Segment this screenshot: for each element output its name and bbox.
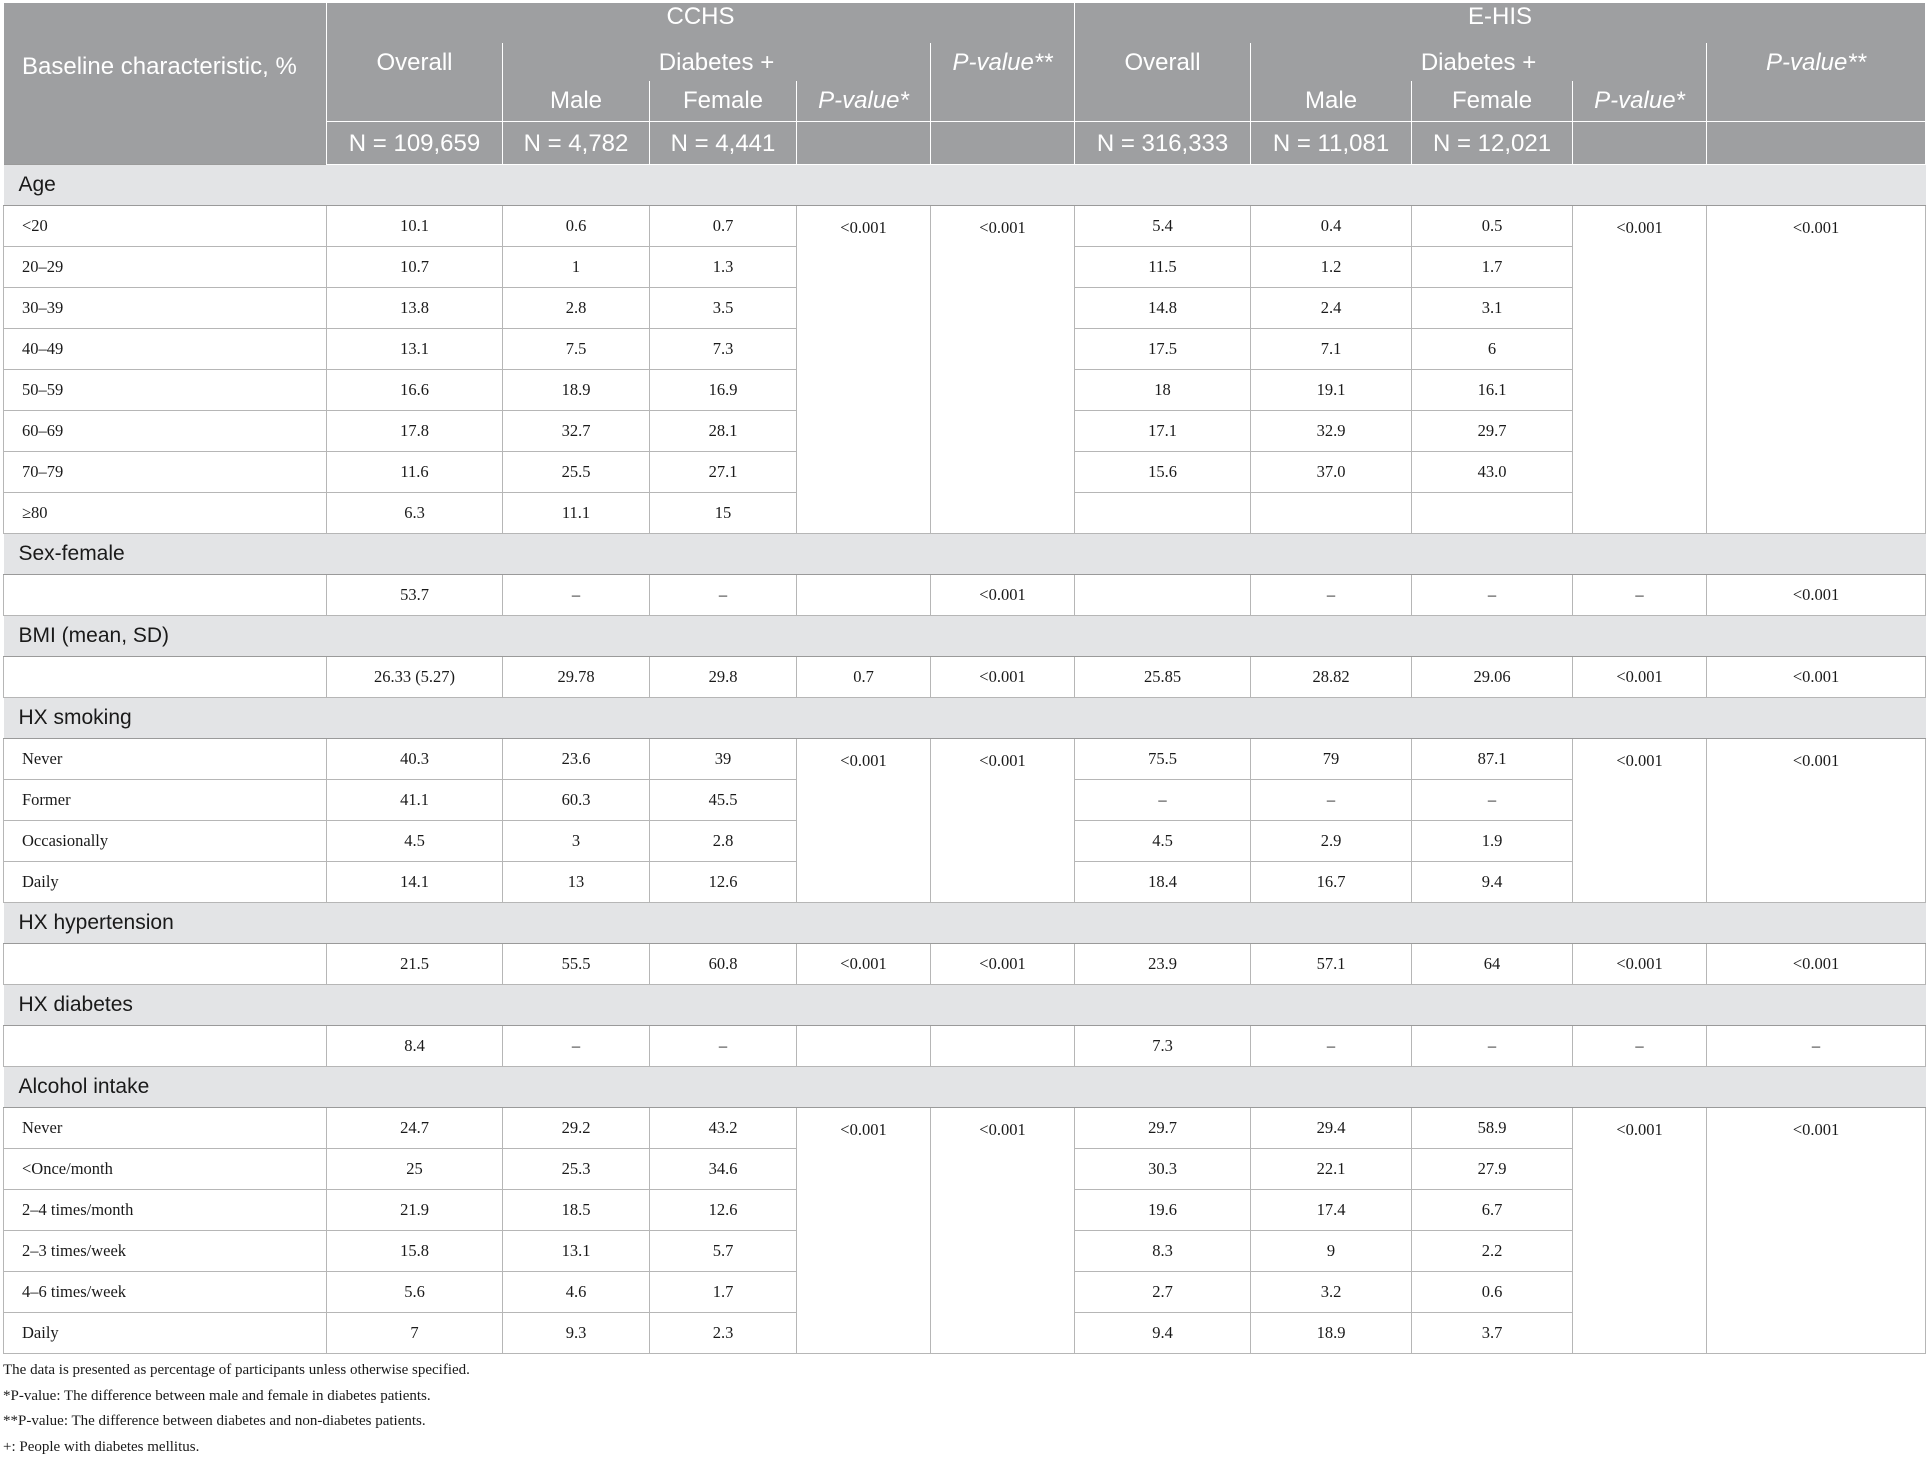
cell-cchs-overall: 4.5 <box>327 821 503 862</box>
row-label: <Once/month <box>4 1149 327 1190</box>
cell-cchs-overall: 40.3 <box>327 739 503 780</box>
cell-cchs-overall: 10.1 <box>327 206 503 247</box>
section-title: BMI (mean, SD) <box>4 616 1926 657</box>
cell-ehis-female: 87.1 <box>1412 739 1573 780</box>
row-label: 60–69 <box>4 411 327 452</box>
cell-ehis-overall: 18 <box>1075 370 1251 411</box>
cell-ehis-overall: 15.6 <box>1075 452 1251 493</box>
cell-ehis-pvalue-dstar: <0.001 <box>1707 206 1926 534</box>
section-row <box>4 1067 1926 1108</box>
row-label: 2–4 times/month <box>4 1190 327 1231</box>
cell-ehis-overall <box>1075 575 1251 616</box>
table-header <box>4 3 1926 165</box>
cell-ehis-male: 2.9 <box>1251 821 1412 862</box>
cell-ehis-pvalue-star: <0.001 <box>1573 206 1707 534</box>
row-label: Occasionally <box>4 821 327 862</box>
cell-cchs-overall: 7 <box>327 1313 503 1354</box>
cell-ehis-male: – <box>1251 1026 1412 1067</box>
cell-ehis-pvalue-dstar: <0.001 <box>1707 1108 1926 1354</box>
cell-ehis-female: 3.7 <box>1412 1313 1573 1354</box>
cell-cchs-pvalue-star <box>797 575 931 616</box>
cell-ehis-female: 0.5 <box>1412 206 1573 247</box>
cell-ehis-female: 2.2 <box>1412 1231 1573 1272</box>
cell-ehis-overall: 29.7 <box>1075 1108 1251 1149</box>
row-label: 2–3 times/week <box>4 1231 327 1272</box>
cell-ehis-female: 6 <box>1412 329 1573 370</box>
table-row <box>4 206 1926 247</box>
cell-ehis-female <box>1412 493 1573 534</box>
cell-ehis-pvalue-dstar: <0.001 <box>1707 657 1926 698</box>
cell-cchs-male: – <box>503 1026 650 1067</box>
cell-ehis-female: 58.9 <box>1412 1108 1573 1149</box>
cell-cchs-overall: 6.3 <box>327 493 503 534</box>
cell-cchs-female: 45.5 <box>650 780 797 821</box>
cell-ehis-male: 57.1 <box>1251 944 1412 985</box>
table-row <box>4 739 1926 780</box>
cell-cchs-female: 15 <box>650 493 797 534</box>
cell-cchs-male: 32.7 <box>503 411 650 452</box>
cell-ehis-pvalue-star: <0.001 <box>1573 944 1707 985</box>
cell-ehis-female: 43.0 <box>1412 452 1573 493</box>
cell-ehis-male: 37.0 <box>1251 452 1412 493</box>
table-body <box>4 165 1926 1354</box>
header-ehis-diabetes: Diabetes + <box>1251 43 1707 81</box>
header-ehis-overall: Overall <box>1075 43 1251 122</box>
section-title: Sex-female <box>4 534 1926 575</box>
cell-cchs-overall: 53.7 <box>327 575 503 616</box>
cell-ehis-overall: 7.3 <box>1075 1026 1251 1067</box>
header-cchs-pvalue-dstar: P-value** <box>931 43 1075 122</box>
cell-cchs-male: 29.78 <box>503 657 650 698</box>
row-label: 50–59 <box>4 370 327 411</box>
cell-ehis-female: 1.7 <box>1412 247 1573 288</box>
cell-ehis-male: 18.9 <box>1251 1313 1412 1354</box>
cell-ehis-pvalue-dstar: <0.001 <box>1707 739 1926 903</box>
cell-ehis-male: 28.82 <box>1251 657 1412 698</box>
table-container <box>3 3 1925 1460</box>
cell-ehis-male: 32.9 <box>1251 411 1412 452</box>
header-ehis-pvalue-dstar: P-value** <box>1707 43 1926 122</box>
cell-cchs-overall: 26.33 (5.27) <box>327 657 503 698</box>
cell-cchs-pvalue-star: <0.001 <box>797 944 931 985</box>
cell-ehis-female: 6.7 <box>1412 1190 1573 1231</box>
section-title: HX hypertension <box>4 903 1926 944</box>
cell-cchs-female: 27.1 <box>650 452 797 493</box>
cell-ehis-female: 16.1 <box>1412 370 1573 411</box>
cell-ehis-female: 29.06 <box>1412 657 1573 698</box>
header-cchs: CCHS <box>327 3 1075 43</box>
cell-cchs-female: 16.9 <box>650 370 797 411</box>
row-label: Daily <box>4 862 327 903</box>
cell-ehis-male: 9 <box>1251 1231 1412 1272</box>
cell-ehis-male: 3.2 <box>1251 1272 1412 1313</box>
cell-cchs-female: 3.5 <box>650 288 797 329</box>
row-label: <20 <box>4 206 327 247</box>
cell-ehis-female: 27.9 <box>1412 1149 1573 1190</box>
cell-cchs-female: 12.6 <box>650 1190 797 1231</box>
cell-cchs-pvalue-dstar: <0.001 <box>931 657 1075 698</box>
cell-cchs-pvalue-dstar <box>931 1026 1075 1067</box>
header-cchs-female: Female <box>650 81 797 122</box>
cell-cchs-overall: 41.1 <box>327 780 503 821</box>
row-label: Never <box>4 739 327 780</box>
cell-cchs-overall: 14.1 <box>327 862 503 903</box>
cell-cchs-pvalue-star: 0.7 <box>797 657 931 698</box>
cell-cchs-pvalue-dstar: <0.001 <box>931 206 1075 534</box>
header-ehis: E-HIS <box>1075 3 1926 43</box>
header-cchs-diabetes: Diabetes + <box>503 43 931 81</box>
cell-cchs-male: 11.1 <box>503 493 650 534</box>
cell-ehis-female: – <box>1412 575 1573 616</box>
cell-ehis-male: – <box>1251 575 1412 616</box>
cell-ehis-male: 1.2 <box>1251 247 1412 288</box>
cell-cchs-female: – <box>650 1026 797 1067</box>
row-label: Never <box>4 1108 327 1149</box>
cell-ehis-male: 2.4 <box>1251 288 1412 329</box>
row-label: 4–6 times/week <box>4 1272 327 1313</box>
row-label <box>4 944 327 985</box>
header-cchs-n-blank-1 <box>797 122 931 165</box>
cell-ehis-pvalue-star: – <box>1573 575 1707 616</box>
cell-cchs-male: 55.5 <box>503 944 650 985</box>
row-label: 70–79 <box>4 452 327 493</box>
header-ehis-pvalue-star: P-value* <box>1573 81 1707 122</box>
cell-cchs-female: 60.8 <box>650 944 797 985</box>
cell-ehis-overall: 14.8 <box>1075 288 1251 329</box>
cell-cchs-overall: 17.8 <box>327 411 503 452</box>
cell-cchs-female: 34.6 <box>650 1149 797 1190</box>
cell-cchs-overall: 13.8 <box>327 288 503 329</box>
cell-ehis-female: 0.6 <box>1412 1272 1573 1313</box>
cell-cchs-female: 7.3 <box>650 329 797 370</box>
cell-cchs-female: 1.3 <box>650 247 797 288</box>
cell-ehis-overall: 18.4 <box>1075 862 1251 903</box>
cell-ehis-overall: 17.5 <box>1075 329 1251 370</box>
cell-ehis-overall: 4.5 <box>1075 821 1251 862</box>
cell-cchs-male: 0.6 <box>503 206 650 247</box>
cell-ehis-male: 29.4 <box>1251 1108 1412 1149</box>
cell-cchs-male: 2.8 <box>503 288 650 329</box>
cell-ehis-pvalue-star: <0.001 <box>1573 739 1707 903</box>
section-row <box>4 985 1926 1026</box>
cell-cchs-male: 7.5 <box>503 329 650 370</box>
cell-cchs-pvalue-dstar: <0.001 <box>931 1108 1075 1354</box>
header-cchs-n-overall: N = 109,659 <box>327 122 503 165</box>
cell-cchs-male: – <box>503 575 650 616</box>
cell-cchs-male: 1 <box>503 247 650 288</box>
footnote-pvalue-dstar: **P-value: The difference between diabetes and non-diabetes patients. <box>3 1413 426 1429</box>
cell-ehis-male: 22.1 <box>1251 1149 1412 1190</box>
cell-cchs-overall: 16.6 <box>327 370 503 411</box>
cell-ehis-pvalue-star: <0.001 <box>1573 657 1707 698</box>
header-cchs-n-female: N = 4,441 <box>650 122 797 165</box>
cell-ehis-overall: 17.1 <box>1075 411 1251 452</box>
footnote-pvalue-star: *P-value: The difference between male and female in diabetes patients. <box>3 1387 431 1404</box>
header-cchs-n-male: N = 4,782 <box>503 122 650 165</box>
header-cchs-pvalue-star: P-value* <box>797 81 931 122</box>
row-label <box>4 657 327 698</box>
cell-cchs-female: 0.7 <box>650 206 797 247</box>
cell-ehis-pvalue-dstar: <0.001 <box>1707 575 1926 616</box>
cell-cchs-pvalue-dstar: <0.001 <box>931 739 1075 903</box>
cell-ehis-overall <box>1075 493 1251 534</box>
cell-cchs-female: 2.8 <box>650 821 797 862</box>
cell-cchs-male: 13 <box>503 862 650 903</box>
cell-cchs-male: 4.6 <box>503 1272 650 1313</box>
cell-ehis-pvalue-dstar: <0.001 <box>1707 944 1926 985</box>
header-ehis-n-female: N = 12,021 <box>1412 122 1573 165</box>
cell-ehis-male: 19.1 <box>1251 370 1412 411</box>
cell-cchs-overall: 10.7 <box>327 247 503 288</box>
cell-cchs-overall: 15.8 <box>327 1231 503 1272</box>
cell-cchs-female: – <box>650 575 797 616</box>
cell-ehis-overall: 23.9 <box>1075 944 1251 985</box>
cell-cchs-male: 9.3 <box>503 1313 650 1354</box>
cell-cchs-pvalue-star: <0.001 <box>797 1108 931 1354</box>
cell-cchs-overall: 5.6 <box>327 1272 503 1313</box>
cell-cchs-female: 28.1 <box>650 411 797 452</box>
row-label: 30–39 <box>4 288 327 329</box>
cell-ehis-male: 16.7 <box>1251 862 1412 903</box>
cell-cchs-female: 12.6 <box>650 862 797 903</box>
table-row <box>4 944 1926 985</box>
table-footnotes <box>3 1358 1925 1460</box>
section-title: Alcohol intake <box>4 1067 1926 1108</box>
section-title: HX smoking <box>4 698 1926 739</box>
section-row <box>4 165 1926 206</box>
section-title: Age <box>4 165 1926 206</box>
cell-cchs-female: 1.7 <box>650 1272 797 1313</box>
row-label: Daily <box>4 1313 327 1354</box>
cell-ehis-female: – <box>1412 780 1573 821</box>
cell-ehis-overall: 19.6 <box>1075 1190 1251 1231</box>
table-row <box>4 575 1926 616</box>
cell-cchs-overall: 8.4 <box>327 1026 503 1067</box>
footnote-plus: +: People with diabetes mellitus. <box>3 1438 200 1455</box>
row-label: ≥80 <box>4 493 327 534</box>
cell-cchs-pvalue-star: <0.001 <box>797 739 931 903</box>
cell-ehis-pvalue-star: – <box>1573 1026 1707 1067</box>
cell-cchs-pvalue-dstar: <0.001 <box>931 575 1075 616</box>
section-title: HX diabetes <box>4 985 1926 1026</box>
row-label <box>4 575 327 616</box>
cell-cchs-pvalue-star <box>797 1026 931 1067</box>
cell-cchs-pvalue-star: <0.001 <box>797 206 931 534</box>
cell-ehis-overall: 75.5 <box>1075 739 1251 780</box>
cell-ehis-overall: 25.85 <box>1075 657 1251 698</box>
cell-cchs-overall: 21.5 <box>327 944 503 985</box>
cell-cchs-male: 18.9 <box>503 370 650 411</box>
section-row <box>4 903 1926 944</box>
header-ehis-n-male: N = 11,081 <box>1251 122 1412 165</box>
header-cchs-male: Male <box>503 81 650 122</box>
row-label: 40–49 <box>4 329 327 370</box>
cell-ehis-overall: 30.3 <box>1075 1149 1251 1190</box>
row-label: Former <box>4 780 327 821</box>
table-row <box>4 657 1926 698</box>
cell-cchs-overall: 11.6 <box>327 452 503 493</box>
cell-cchs-pvalue-dstar: <0.001 <box>931 944 1075 985</box>
header-ehis-n-blank-2 <box>1707 122 1926 165</box>
cell-cchs-female: 2.3 <box>650 1313 797 1354</box>
cell-cchs-male: 18.5 <box>503 1190 650 1231</box>
cell-ehis-male: 79 <box>1251 739 1412 780</box>
cell-cchs-male: 13.1 <box>503 1231 650 1272</box>
row-label: 20–29 <box>4 247 327 288</box>
cell-ehis-male <box>1251 493 1412 534</box>
cell-cchs-overall: 13.1 <box>327 329 503 370</box>
cell-cchs-female: 29.8 <box>650 657 797 698</box>
cell-ehis-overall: 9.4 <box>1075 1313 1251 1354</box>
row-label <box>4 1026 327 1067</box>
table-row <box>4 1108 1926 1149</box>
table-row <box>4 1026 1926 1067</box>
cell-ehis-male: 0.4 <box>1251 206 1412 247</box>
cell-ehis-male: 17.4 <box>1251 1190 1412 1231</box>
cell-ehis-overall: – <box>1075 780 1251 821</box>
cell-cchs-male: 25.3 <box>503 1149 650 1190</box>
cell-cchs-overall: 21.9 <box>327 1190 503 1231</box>
footnote-data-presentation: The data is presented as percentage of participants unless otherwise specified. <box>3 1362 470 1378</box>
cell-ehis-female: 3.1 <box>1412 288 1573 329</box>
section-row <box>4 534 1926 575</box>
header-cchs-overall: Overall <box>327 43 503 122</box>
cell-cchs-male: 3 <box>503 821 650 862</box>
cell-ehis-pvalue-dstar: – <box>1707 1026 1926 1067</box>
cell-ehis-female: – <box>1412 1026 1573 1067</box>
cell-ehis-female: 9.4 <box>1412 862 1573 903</box>
cell-cchs-overall: 24.7 <box>327 1108 503 1149</box>
header-baseline-characteristic: Baseline characteristic, % <box>4 3 327 165</box>
cell-ehis-pvalue-star: <0.001 <box>1573 1108 1707 1354</box>
cell-ehis-male: 7.1 <box>1251 329 1412 370</box>
cell-ehis-overall: 5.4 <box>1075 206 1251 247</box>
cell-cchs-female: 39 <box>650 739 797 780</box>
cell-ehis-female: 1.9 <box>1412 821 1573 862</box>
cell-cchs-male: 23.6 <box>503 739 650 780</box>
cell-ehis-female: 64 <box>1412 944 1573 985</box>
section-row <box>4 698 1926 739</box>
header-ehis-n-overall: N = 316,333 <box>1075 122 1251 165</box>
section-row <box>4 616 1926 657</box>
cell-ehis-overall: 2.7 <box>1075 1272 1251 1313</box>
cell-cchs-overall: 25 <box>327 1149 503 1190</box>
header-ehis-female: Female <box>1412 81 1573 122</box>
cell-ehis-female: 29.7 <box>1412 411 1573 452</box>
cell-cchs-male: 60.3 <box>503 780 650 821</box>
cell-cchs-male: 29.2 <box>503 1108 650 1149</box>
cell-cchs-male: 25.5 <box>503 452 650 493</box>
header-ehis-male: Male <box>1251 81 1412 122</box>
cell-cchs-female: 5.7 <box>650 1231 797 1272</box>
cell-ehis-overall: 11.5 <box>1075 247 1251 288</box>
cell-cchs-female: 43.2 <box>650 1108 797 1149</box>
header-cchs-n-blank-2 <box>931 122 1075 165</box>
cell-ehis-overall: 8.3 <box>1075 1231 1251 1272</box>
baseline-characteristics-table <box>3 3 1926 1354</box>
header-ehis-n-blank-1 <box>1573 122 1707 165</box>
cell-ehis-male: – <box>1251 780 1412 821</box>
